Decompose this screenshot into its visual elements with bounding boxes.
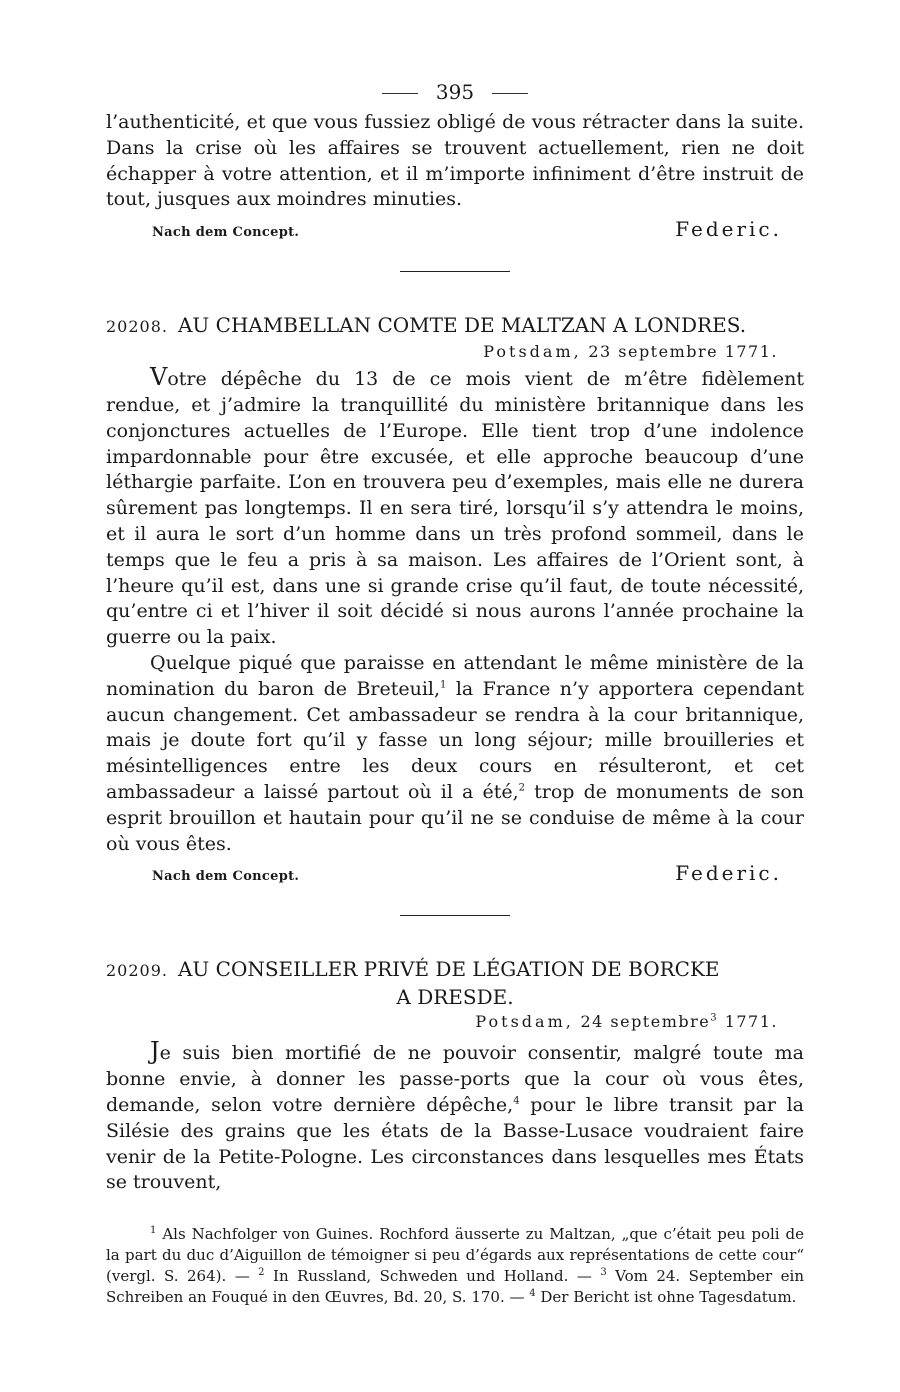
letter-20209-paragraph-1 bbox=[106, 1039, 804, 1196]
page-number-text: 395 bbox=[435, 80, 475, 104]
section-divider-2 bbox=[400, 915, 510, 916]
footnote-ref-2: 2 bbox=[518, 782, 526, 794]
footnotes bbox=[106, 1224, 804, 1308]
letter-20209 bbox=[106, 956, 804, 1196]
letter-20208-paragraph-2 bbox=[106, 651, 804, 857]
letter-20208 bbox=[106, 312, 804, 885]
footnote-4-mark: 4 bbox=[529, 1288, 536, 1300]
letter-20208-number: 20208. bbox=[106, 317, 168, 337]
footnote-2: In Russland, Schweden und Holland. — bbox=[264, 1267, 601, 1286]
letter-20209-dateline bbox=[106, 1012, 804, 1031]
footnote-4: Der Bericht ist ohne Tagesdatum. bbox=[535, 1288, 797, 1307]
intro-paragraph: l’authenticité, et que vous fussiez obligé de vous rétracter dans la suite. Dans la crise où les affaires se trouvent actuellement, rien ne doit échapper à votre attention, et il m’importe infiniment d’être instruit de tout, jusques aux moindres minuties. bbox=[106, 111, 804, 211]
letter-20209-paragraph-1-text-b: pour le libre transit par la Silésie des grains que les états de la Basse-Lusace voudraient faire venir de la Petite-Pologne. Les circonstances dans lesquelles mes États se trouvent, bbox=[106, 1093, 805, 1194]
letter-20208-heading bbox=[106, 312, 804, 340]
page-number-dash-right bbox=[492, 93, 528, 94]
letter-20209-title: AU CONSEILLER PRIVÉ DE LÉGATION DE BORCKE bbox=[177, 957, 720, 982]
letter-20209-initial: J bbox=[150, 1037, 160, 1066]
letter-20208-date: 23 septembre 1771. bbox=[588, 342, 778, 362]
footnotes-block bbox=[106, 1224, 804, 1308]
letter-20208-title: AU CHAMBELLAN COMTE DE MALTZAN A LONDRES. bbox=[177, 313, 747, 338]
footnote-2-mark: 2 bbox=[258, 1267, 265, 1279]
intro-signature: Federic. bbox=[675, 217, 782, 242]
letter-20209-title-continued: A DRESDE. bbox=[396, 985, 514, 1010]
letter-20209-date: 24 septembre bbox=[580, 1012, 711, 1032]
document-page bbox=[106, 80, 804, 1308]
page-number-dash-left bbox=[382, 93, 418, 94]
letter-20208-date-place: Potsdam, bbox=[483, 342, 582, 362]
intro-source: Nach dem Concept. bbox=[152, 225, 300, 241]
page-number bbox=[106, 80, 804, 104]
letter-20209-number: 20209. bbox=[106, 961, 168, 981]
footnote-3: Vom 24. September ein Schreiben an Fouqué in den Œuvres, Bd. 20, S. 170. — bbox=[106, 1267, 804, 1307]
letter-20208-signature: Federic. bbox=[675, 861, 782, 886]
footnote-1-mark: 1 bbox=[150, 1225, 157, 1237]
letter-20208-dateline bbox=[106, 342, 804, 361]
letter-20208-paragraph-2-text-b: la France n’y apportera cependant aucun changement. Cet ambassadeur se rendra à la cour britannique, mais je doute fort qu’il y fasse un long séjour; mille brouilleries et mésintelligences entre les deux cours en résulteront, et cet ambassadeur a laissé partout où il a été, bbox=[106, 677, 804, 803]
letter-20208-source: Nach dem Concept. bbox=[152, 869, 300, 885]
footnote-ref-1: 1 bbox=[440, 679, 447, 691]
letter-20208-paragraph-1 bbox=[106, 365, 804, 651]
letter-20209-paragraph-1-text-a: e suis bien mortifié de ne pouvoir consentir, malgré toute ma bonne envie, à donner les passe-ports que la cour où vous êtes, demande, selon votre dernière dépêche, bbox=[106, 1042, 804, 1116]
letter-20208-paragraph-2-text-c: trop de monuments de son esprit brouillon et hautain pour qu’il ne se conduise de même à la cour où vous êtes. bbox=[106, 780, 804, 855]
letter-20208-paragraph-2-text-a: Quelque piqué que paraisse en attendant le même ministère de la nomination du baron de Breteuil, bbox=[106, 651, 804, 700]
section-divider-1 bbox=[400, 271, 510, 272]
footnote-1: Als Nachfolger von Guines. Rochford äusserte zu Maltzan, „que c’était peu poli de la part du duc d’Aiguillon de témoigner si peu d’égards aux représentations de cette cour“ (vergl. S. 264). — bbox=[106, 1225, 804, 1286]
footnote-ref-4: 4 bbox=[513, 1095, 520, 1107]
letter-20208-initial: V bbox=[150, 363, 168, 392]
letter-20209-heading bbox=[106, 956, 804, 1010]
intro-signature-row bbox=[106, 217, 804, 241]
letter-20209-date-year: 1771. bbox=[718, 1012, 778, 1032]
footnote-3-mark: 3 bbox=[600, 1267, 607, 1279]
letter-20208-signature-row bbox=[106, 861, 804, 885]
letter-20208-paragraph-1-text: otre dépêche du 13 de ce mois vient de m’être fidèlement rendue, et j’admire la tranquillité du ministère britannique dans les conjonctures actuelles de l’Europe. Elle tient trop d’une indolence impardonnable pour être excusée, et elle approche beaucoup d’une léthargie parfaite. L’on en trouvera peu d’exemples, mais elle ne durera sûrement pas longtemps. Il en sera tiré, lorsqu’il s’y attendra le moins, et il aura le sort d’un homme dans un très profond sommeil, dans le temps que le feu a pris à sa maison. Les affaires de l’Orient sont, à l’heure qu’il est, dans une si grande crise qu’il faut, de toute nécessité, qu’entre ci et l’hiver il soit décidé si nous aurons l’année prochaine la guerre ou la paix. bbox=[106, 368, 804, 649]
footnote-ref-3: 3 bbox=[710, 1013, 719, 1024]
intro-section bbox=[106, 110, 804, 241]
letter-20209-date-place: Potsdam, bbox=[475, 1012, 574, 1032]
